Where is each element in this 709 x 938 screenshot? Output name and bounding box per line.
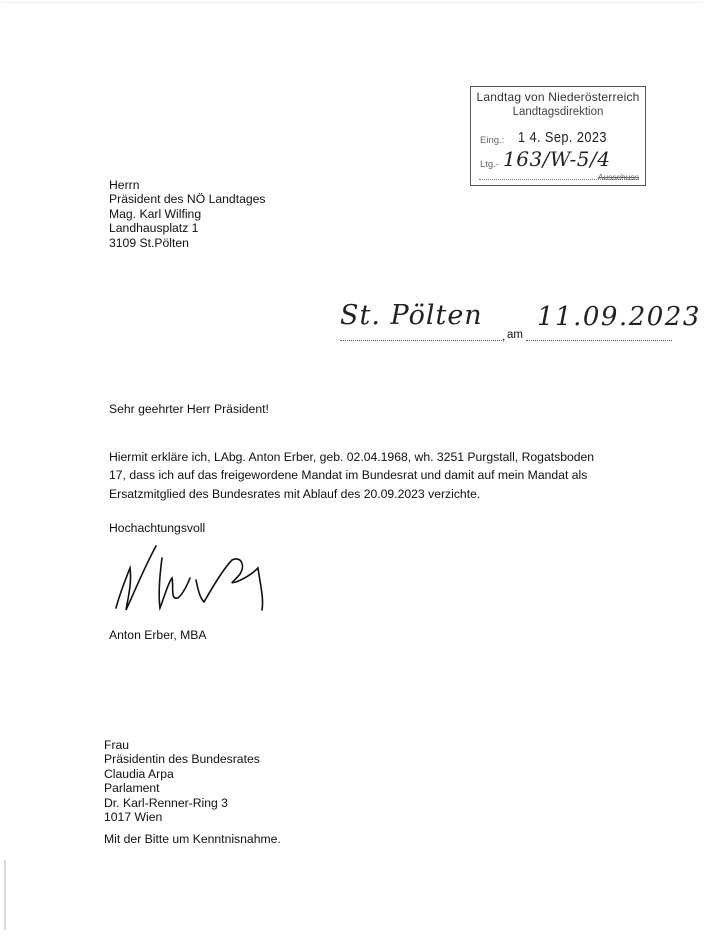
address-line: 3109 St.Pölten	[109, 235, 189, 250]
page-edge-shadow	[4, 860, 6, 930]
request-note: Mit der Bitte um Kenntnisnahme.	[104, 832, 281, 846]
signature	[112, 538, 282, 623]
stamp-date: 1 4. Sep. 2023	[518, 129, 607, 146]
closing: Hochachtungsvoll	[109, 521, 206, 535]
handwritten-date: 11.09.2023	[537, 302, 701, 332]
body-line: Ersatzmitglied des Bundesrates mit Ablauf des 20.09.2023 verzichte.	[109, 486, 481, 501]
place-date-line	[340, 300, 701, 350]
body-paragraph	[109, 448, 629, 503]
stamp-ltg-number: 163/W-5/4	[503, 147, 611, 171]
dotted-line	[340, 340, 502, 341]
page-edge	[2, 2, 702, 3]
stamp-title: Landtag von Niederösterreich	[476, 90, 640, 104]
address-line: Landhausplatz 1	[109, 221, 199, 236]
stamp-ltg-label: Ltg.-	[480, 159, 500, 170]
stamp-subtitle: Landtagsdirektion	[512, 106, 604, 118]
comma: ,	[502, 329, 506, 343]
handwritten-place: St. Pölten	[340, 300, 483, 331]
address-line: Claudia Arpa	[104, 766, 174, 781]
receipt-stamp	[470, 86, 646, 186]
address-line: Parlament	[104, 781, 160, 796]
address-line: Präsident des NÖ Landtages	[109, 192, 266, 207]
address-line: Mag. Karl Wilfing	[109, 206, 202, 221]
body-line: Hiermit erkläre ich, LAbg. Anton Erber, geb. 02.04.1968, wh. 3251 Purgstall, Rogatsboden	[109, 450, 595, 464]
address-line: Frau	[104, 738, 130, 752]
recipient-address	[109, 178, 266, 250]
address-line: Dr. Karl-Renner-Ring 3	[104, 795, 228, 810]
cc-recipient-address	[104, 738, 260, 824]
stamp-eing-label: Eing.:	[480, 135, 505, 146]
stamp-ausschuss-label: Ausschuss	[597, 172, 639, 182]
address-line: 1017 Wien	[104, 810, 163, 825]
address-line: Präsidentin des Bundesrates	[104, 752, 260, 767]
address-line: Herrn	[109, 178, 140, 192]
dotted-line	[526, 340, 672, 341]
signer-name: Anton Erber, MBA	[109, 628, 207, 642]
am-label: am	[507, 329, 523, 341]
salutation: Sehr geehrter Herr Präsident!	[109, 402, 269, 416]
body-line: 17, dass ich auf das freigewordene Mandat im Bundesrat und damit auf mein Mandat als	[109, 468, 588, 483]
